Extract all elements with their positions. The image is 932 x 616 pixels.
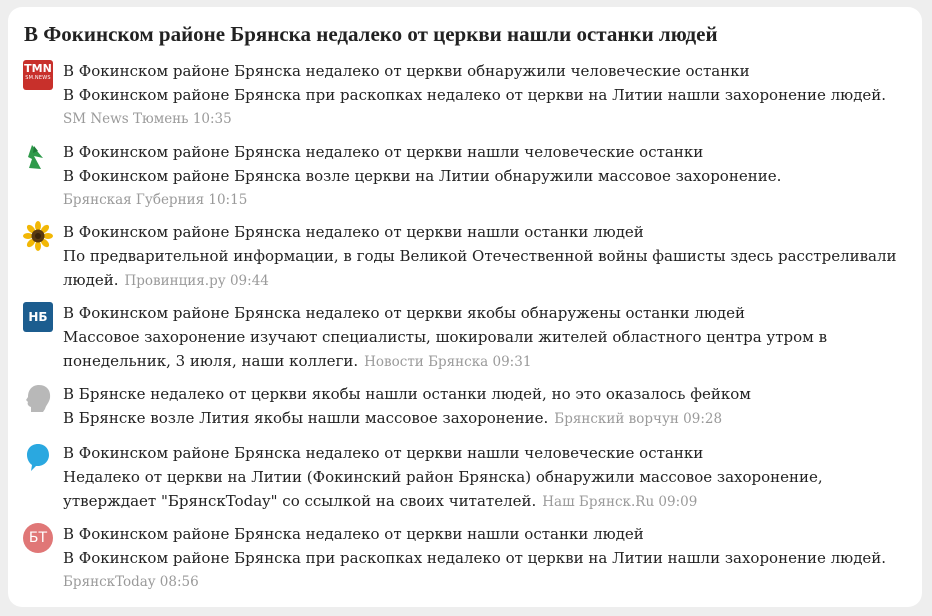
news-item-snippet: Недалеко от церкви на Литии (Фокинский район Брянска) обнаружили массовое захоронение, утверждает "БрянскToday" со ссылкой на своих читателей. <box>63 468 823 510</box>
news-item <box>23 441 903 513</box>
news-item <box>23 301 903 373</box>
news-item-snippet: В Фокинском районе Брянска при раскопках недалеко от церкви на Литии нашли захоронение людей. <box>63 549 887 567</box>
news-item <box>23 220 903 292</box>
news-item-source[interactable]: Новости Брянска 09:31 <box>364 354 532 370</box>
news-item-headline[interactable]: В Брянске недалеко от церкви якобы нашли останки людей, но это оказалось фейком <box>63 385 751 403</box>
news-item-headline[interactable]: В Фокинском районе Брянска недалеко от церкви нашли человеческие останки <box>63 143 704 161</box>
news-item-snippet: В Фокинском районе Брянска при раскопках недалеко от церкви на Литии нашли захоронение людей. <box>63 86 887 104</box>
news-item <box>23 382 903 432</box>
news-item-source[interactable]: Провинция.ру 09:44 <box>124 273 269 289</box>
blue-speech-bubble-logo-icon <box>23 442 53 472</box>
story-title[interactable]: В Фокинском районе Брянска недалеко от церкви нашли останки людей <box>24 22 718 46</box>
news-item-headline[interactable]: В Фокинском районе Брянска недалеко от церкви обнаружили человеческие останки <box>63 62 750 80</box>
news-item-snippet: В Фокинском районе Брянска возле церкви на Литии обнаружили массовое захоронение. <box>63 167 782 185</box>
news-item-source[interactable]: БрянскToday 08:56 <box>63 574 199 590</box>
bt-logo-icon: БТ <box>23 523 53 553</box>
news-item <box>23 59 903 131</box>
green-leaf-star-logo-icon <box>23 141 53 171</box>
news-item-snippet: Массовое захоронение изучают специалисты, шокировали жителей областного центра утром в понедельник, 3 июля, наши коллеги. <box>63 328 828 370</box>
news-item-source[interactable]: Наш Брянск.Ru 09:09 <box>542 494 698 510</box>
news-item-snippet: В Брянске возле Лития якобы нашли массовое захоронение. <box>63 409 549 427</box>
news-item <box>23 522 903 594</box>
news-item-snippet: По предварительной информации, в годы Великой Отечественной войны фашисты здесь расстреливали людей. <box>63 247 897 289</box>
news-item-source[interactable]: Брянский ворчун 09:28 <box>554 411 723 427</box>
news-item-headline[interactable]: В Фокинском районе Брянска недалеко от церкви нашли останки людей <box>63 223 644 241</box>
news-item-source[interactable]: SM News Тюмень 10:35 <box>63 111 232 127</box>
news-item-headline[interactable]: В Фокинском районе Брянска недалеко от церкви нашли останки людей <box>63 525 644 543</box>
sunflower-logo-icon <box>23 221 53 251</box>
nb-news-logo-icon: НБ <box>23 302 53 332</box>
grey-head-profile-logo-icon <box>23 383 53 413</box>
tmn-sm-news-logo-icon: TMN SM.NEWS <box>23 60 53 90</box>
news-item <box>23 140 903 212</box>
news-item-headline[interactable]: В Фокинском районе Брянска недалеко от церкви нашли человеческие останки <box>63 444 704 462</box>
news-story-card <box>8 7 922 607</box>
news-item-headline[interactable]: В Фокинском районе Брянска недалеко от церкви якобы обнаружены останки людей <box>63 304 746 322</box>
news-item-source[interactable]: Брянская Губерния 10:15 <box>63 192 248 208</box>
